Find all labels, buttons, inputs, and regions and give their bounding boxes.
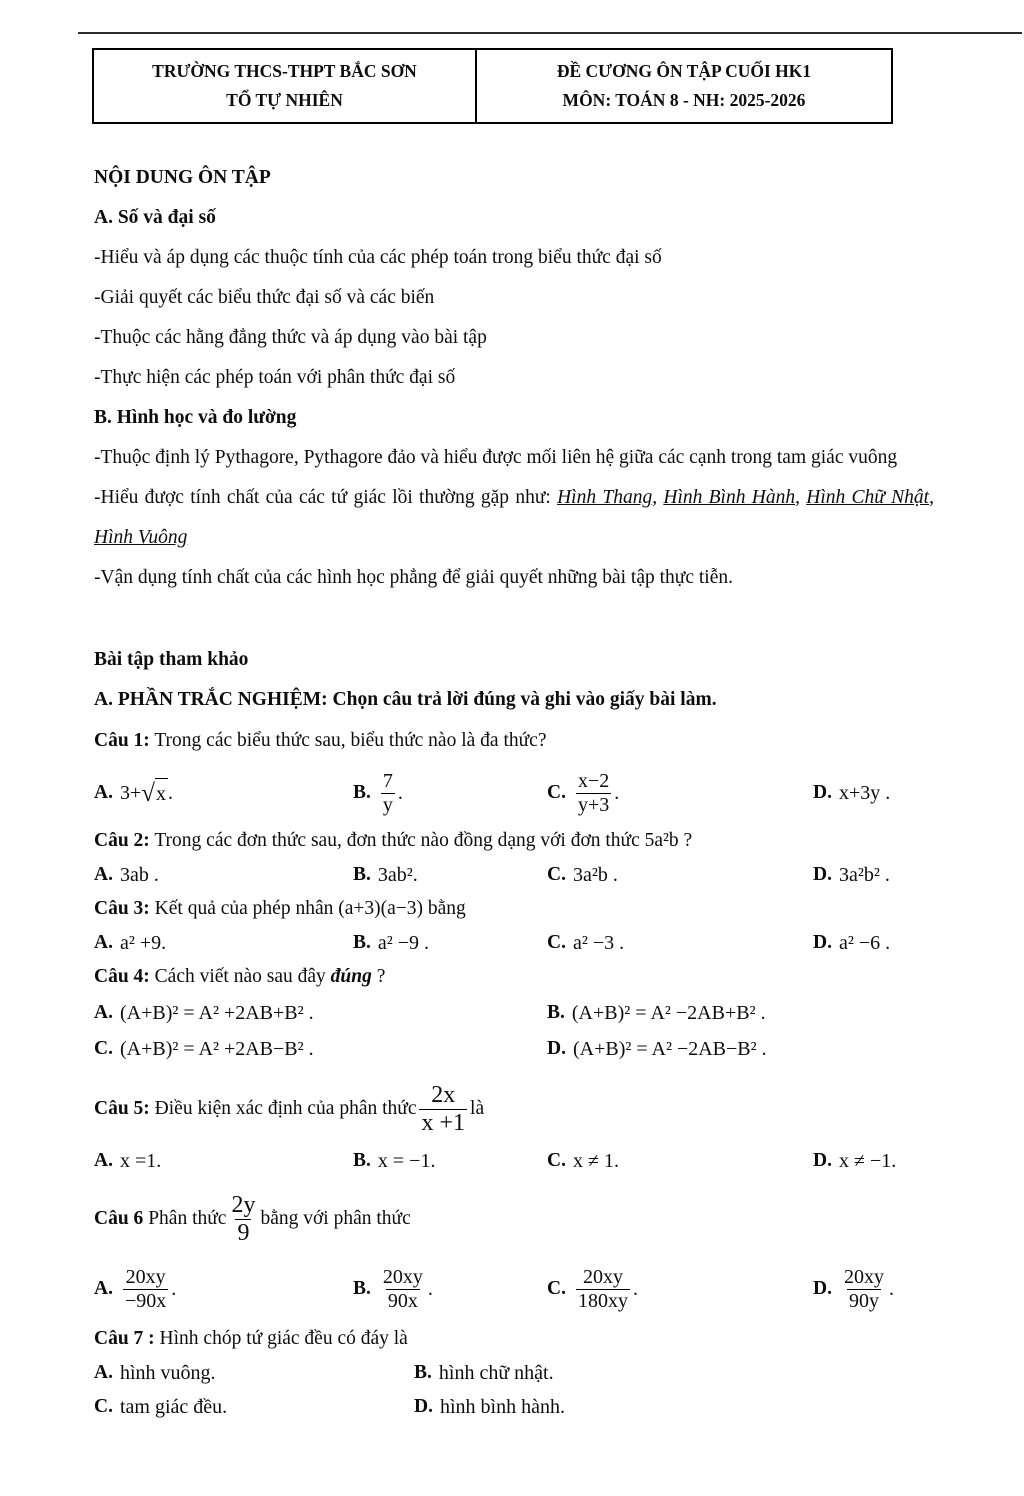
department-name: TỔ TỰ NHIÊN [226,89,343,110]
sqrt-argument: x [155,778,168,809]
option-1-a [94,778,353,809]
question-7-label: Câu 7 : [94,1328,155,1349]
option-key: D. [813,864,832,885]
option-suffix: . [397,782,403,804]
option-math: x =1. [119,1150,162,1172]
option-text: tam giác đều. [119,1396,228,1418]
question-4-options-row-2 [94,1034,934,1064]
option-text: hình bình hành. [439,1396,565,1418]
section-gap [94,598,934,640]
option-key: C. [547,782,566,803]
option-key: B. [414,1362,432,1383]
fraction-numerator: 20xy [843,1266,884,1289]
option-key: D. [813,932,832,953]
section-a-bullet-1: -Hiểu và áp dụng các thuộc tính của các phép toán trong biểu thức đại số [94,247,662,268]
option-key: A. [94,782,113,803]
option-6-a [94,1266,353,1312]
option-math: (A+B)² = A² −2AB+B² . [571,1002,766,1024]
fraction-denominator: 9 [237,1219,250,1246]
option-suffix: . [632,1278,638,1300]
option-2-d [813,860,934,890]
section-a-bullet-3: -Thuộc các hằng đẳng thức và áp dụng vào bài tập [94,327,487,348]
quadrilateral-term: Hình Bình Hành [663,487,796,508]
option-7-b [414,1358,934,1388]
option-key: C. [94,1396,113,1417]
question-5-body: Điều kiện xác định của phân thức [154,1098,417,1119]
question-4-label: Câu 4: [94,966,150,987]
quadrilateral-term: Hình Thang [557,487,653,508]
sqrt-icon: √ [141,779,155,807]
fraction-denominator: 180xy [577,1289,628,1312]
question-6-body: Phân thức [148,1208,227,1229]
option-5-b [353,1146,547,1176]
option-math: x ≠ 1. [572,1150,619,1172]
option-math: a² −3 . [572,932,625,954]
option-4-c [94,1034,547,1064]
option-text: hình vuông. [119,1362,216,1384]
option-2-c [547,860,813,890]
question-2-body: Trong các đơn thức sau, đơn thức nào đồng dạng với đơn thức 5a²b ? [154,830,693,851]
option-key: B. [353,782,371,803]
section-b-bullet-2 [94,478,934,558]
option-key: B. [353,1278,371,1299]
option-math: x = −1. [377,1150,436,1172]
option-key: D. [813,1150,832,1171]
option-key: A. [94,1278,113,1299]
option-key: A. [94,1362,113,1383]
option-math: 3+ [119,782,142,804]
question-2-label: Câu 2: [94,830,150,851]
option-math: 3a²b² . [838,864,890,886]
option-math: a² −9 . [377,932,430,954]
option-key: A. [94,932,113,953]
fraction [381,770,395,816]
option-5-a [94,1146,353,1176]
question-5-label: Câu 5: [94,1098,150,1119]
option-key: A. [94,864,113,885]
question-1-text [94,726,934,756]
option-suffix: . [171,1278,177,1300]
option-key: B. [547,1002,565,1023]
question-3-label: Câu 3: [94,898,150,919]
question-7-body: Hình chóp tứ giác đều có đáy là [159,1328,408,1349]
option-math: x ≠ −1. [838,1150,897,1172]
header-table [92,48,893,124]
option-3-a [94,928,353,958]
multiple-choice-heading: A. PHẦN TRẮC NGHIỆM: Chọn câu trả lời đúng và ghi vào giấy bài làm. [94,689,717,710]
school-name: TRƯỜNG THCS-THPT BẮC SƠN [152,61,417,82]
option-7-a [94,1358,414,1388]
option-4-b [547,998,934,1028]
question-7-text [94,1324,934,1354]
option-text: hình chữ nhật. [438,1362,554,1384]
fraction-denominator: x +1 [421,1109,466,1136]
question-7-options-row-1 [94,1358,934,1388]
option-5-d [813,1146,934,1176]
option-math: a² −6 . [838,932,891,954]
section-a-bullet-2: -Giải quyết các biểu thức đại số và các biến [94,287,435,308]
question-1-options [94,764,934,822]
option-7-c [94,1392,414,1422]
fraction-denominator: 90x [387,1289,418,1312]
option-key: C. [547,1150,566,1171]
option-suffix: . [614,782,620,804]
option-key: C. [94,1038,113,1059]
option-key: B. [353,932,371,953]
option-2-b [353,860,547,890]
option-6-b [353,1266,547,1312]
option-key: A. [94,1150,113,1171]
question-5-suffix: là [470,1098,485,1119]
fraction-numerator: 2x [431,1081,456,1108]
fraction-numerator: 20xy [382,1266,423,1289]
fraction-denominator: y [382,793,393,816]
option-math: (A+B)² = A² +2AB−B² . [119,1038,314,1060]
option-key: D. [547,1038,566,1059]
question-4-options-row-1 [94,998,934,1028]
fraction-numerator: x−2 [577,770,610,793]
section-a-heading: A. Số và đại số [94,207,216,228]
review-heading: NỘI DUNG ÔN TẬP [94,167,271,188]
quadrilateral-term: Hình Chữ Nhật [806,487,930,508]
option-suffix: . [427,1278,433,1300]
option-key: C. [547,932,566,953]
question-4-suffix: ? [371,966,386,987]
fraction [229,1192,257,1247]
question-1-body: Trong các biểu thức sau, biểu thức nào là đa thức? [154,730,547,751]
question-6-label: Câu 6 [94,1208,144,1229]
section-b-bullet-2-prefix: -Hiểu được tính chất của các tứ giác lồi thường gặp như: [94,487,558,508]
fraction [576,770,611,816]
option-4-d [547,1034,934,1064]
fraction-numerator: 20xy [125,1266,166,1289]
fraction-denominator: y+3 [577,793,610,816]
question-2-text [94,826,934,856]
fraction [842,1266,886,1312]
option-1-d [813,778,934,808]
fraction-numerator: 2y [231,1191,256,1218]
question-4-text [94,962,934,992]
term-separator: , [929,487,934,508]
fraction-numerator: 20xy [582,1266,623,1289]
question-3-text [94,894,934,924]
option-key: D. [813,1278,832,1299]
option-2-a [94,860,353,890]
option-math: (A+B)² = A² +2AB+B² . [119,1002,314,1024]
fraction-denominator: −90x [124,1289,167,1312]
header-exam-cell [477,50,891,122]
exam-title: ĐỀ CƯƠNG ÔN TẬP CUỐI HK1 [556,61,812,82]
term-separator: , [795,487,807,508]
option-1-c [547,770,813,816]
fraction [576,1266,630,1312]
option-3-b [353,928,547,958]
option-6-c [547,1266,813,1312]
fraction [123,1266,168,1312]
term-separator: , [652,487,664,508]
option-key: C. [547,1278,566,1299]
option-5-c [547,1146,813,1176]
quadrilateral-term: Hình Vuông [94,527,188,548]
option-math: a² +9. [119,932,167,954]
fraction-denominator: 90y [848,1289,879,1312]
option-3-d [813,928,934,958]
question-3-options [94,928,934,958]
option-math: x+3y . [838,782,891,804]
option-key: A. [94,1002,113,1023]
fraction [419,1082,467,1137]
document-body [94,158,934,1422]
exam-subject: MÔN: TOÁN 8 - NH: 2025-2026 [562,89,806,110]
option-6-d [813,1266,934,1312]
question-6-suffix: bằng với phân thức [260,1208,411,1229]
question-7-options-row-2 [94,1392,934,1422]
question-2-options [94,860,934,890]
question-1-label: Câu 1: [94,730,150,751]
header-school-cell [94,50,477,122]
option-key: B. [353,864,371,885]
option-math: 3ab . [119,864,159,886]
fraction-numerator: 7 [382,770,393,793]
question-5-text [94,1078,934,1140]
question-4-body: Cách viết nào sau đây [154,966,331,987]
option-math: (A+B)² = A² −2AB−B² . [572,1038,767,1060]
question-5-options [94,1146,934,1176]
question-6-text [94,1186,934,1252]
section-a-bullet-4: -Thực hiện các phép toán với phân thức đại số [94,367,456,388]
page-top-rule [78,32,1022,34]
option-4-a [94,998,547,1028]
exercises-heading: Bài tập tham khảo [94,649,249,670]
option-math: 3a²b . [572,864,618,886]
option-key: D. [813,782,832,803]
question-6-options [94,1260,934,1318]
option-3-c [547,928,813,958]
fraction [381,1266,425,1312]
question-3-body: Kết quả của phép nhân (a+3)(a−3) bằng [154,898,466,919]
section-b-bullet-1: -Thuộc định lý Pythagore, Pythagore đảo và hiểu được mối liên hệ giữa các cạnh trong tam giác vuông [94,447,898,468]
option-key: D. [414,1396,433,1417]
section-b-heading: B. Hình học và đo lường [94,407,297,428]
option-suffix: . [167,782,173,804]
question-4-emphasis: đúng [330,966,372,987]
section-b-bullet-3: -Vận dụng tính chất của các hình học phẳng để giải quyết những bài tập thực tiễn. [94,567,733,588]
option-7-d [414,1392,934,1422]
option-1-b [353,770,547,816]
option-key: C. [547,864,566,885]
option-math: 3ab². [377,864,418,886]
option-key: B. [353,1150,371,1171]
option-suffix: . [888,1278,894,1300]
